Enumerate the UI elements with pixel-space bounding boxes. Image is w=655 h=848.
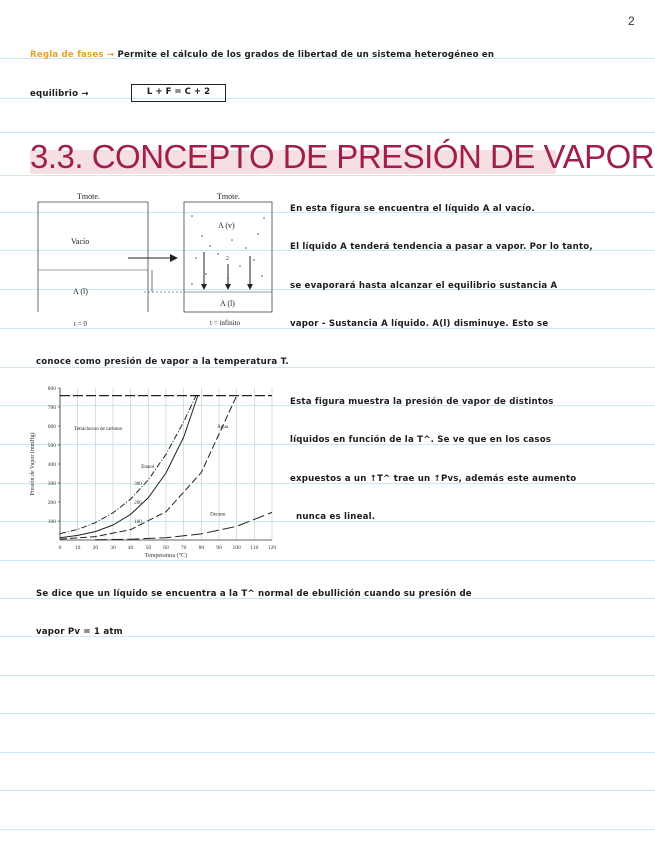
- x-tick-label: 30: [110, 545, 116, 551]
- rule-line: [0, 752, 655, 753]
- inner-axis-label: 300: [134, 482, 142, 487]
- paragraph1-line-4: vapor - Sustancia A líquido. A(l) disminuye. Esto se: [290, 319, 549, 329]
- y-tick-label: 500: [47, 443, 56, 449]
- x-tick-label: 10: [74, 545, 81, 551]
- rule-line: [0, 367, 655, 368]
- fig1-liquid-right: A (l): [220, 299, 235, 308]
- x-tick-label: 20: [92, 545, 99, 551]
- chart-labels: [29, 386, 276, 559]
- phase-rule-text-2: equilibrio: [30, 89, 79, 99]
- phase-rule-line: [30, 50, 494, 60]
- fig1-label-left: Tmote.: [77, 192, 100, 201]
- x-tick-label: 0: [58, 545, 62, 551]
- phase-rule-label: Regla de fases: [30, 50, 104, 60]
- vapor-pressure-chart: [28, 380, 280, 560]
- paragraph2-line-1: Esta figura muestra la presión de vapor de distintos: [290, 397, 554, 407]
- x-tick-label: 100: [232, 545, 241, 551]
- x-tick-label: 40: [127, 545, 134, 551]
- paragraph1-line-1: En esta figura se encuentra el líquido A al vacío.: [290, 204, 535, 214]
- x-tick-label: 50: [145, 545, 152, 551]
- x-tick-label: 80: [198, 545, 205, 551]
- y-tick-label: 200: [47, 500, 56, 506]
- paragraph1-line-5: conoce como presión de vapor a la temperatura T.: [36, 357, 289, 367]
- fig1-label-right: Tmote.: [217, 192, 240, 201]
- arrow-icon: →: [81, 89, 89, 99]
- y-axis-title: Presión de Vapor (mmHg): [30, 432, 36, 496]
- rule-line: [0, 132, 655, 133]
- fig1-vacio: Vacío: [71, 237, 90, 246]
- series-line: [60, 396, 196, 534]
- phase-rule-line-2: [30, 89, 89, 99]
- section-title: 3.3. CONCEPTO DE PRESIÓN DE VAPOR: [30, 138, 655, 175]
- inner-axis-label: 100: [134, 520, 142, 525]
- series-name-label: Tetracloruro de carbono: [74, 426, 123, 432]
- series-name-label: Etanol: [141, 464, 155, 470]
- rule-line: [0, 675, 655, 676]
- series-name-label: Decano: [210, 512, 226, 518]
- chart-axes: [58, 388, 272, 540]
- x-tick-label: 70: [180, 545, 187, 551]
- page-number: 2: [628, 14, 635, 28]
- rule-line: [0, 790, 655, 791]
- fig1-small-label: 2: [226, 256, 229, 262]
- fig1-t0: t = 0: [74, 320, 87, 328]
- paragraph1-line-2: El líquido A tenderá tendencia a pasar a vapor. Por lo tanto,: [290, 242, 593, 252]
- paragraph2-line-4: nunca es lineal.: [296, 512, 376, 522]
- series-name-label: Agua: [217, 424, 229, 430]
- rule-line: [0, 560, 655, 561]
- rule-line: [0, 713, 655, 714]
- evaporation-figure: [32, 188, 282, 328]
- y-tick-label: 100: [47, 519, 56, 525]
- fig1-tinf: t = infinito: [210, 319, 241, 327]
- chart-grid: [60, 388, 272, 540]
- paragraph2-line-3: expuestos a un ↑T^ trae un ↑Pvs, además este aumento: [290, 474, 577, 484]
- paragraph3-line-2: vapor Pv = 1 atm: [36, 627, 123, 637]
- paragraph1-line-3: se evaporará hasta alcanzar el equilibrio sustancia A: [290, 281, 558, 291]
- series-line: [60, 396, 198, 538]
- arrow-icon: →: [106, 50, 115, 60]
- x-tick-label: 110: [250, 545, 259, 551]
- x-tick-label: 90: [216, 545, 222, 551]
- x-tick-label: 60: [163, 545, 169, 551]
- phase-rule-equation: L + F = C + 2: [131, 84, 226, 102]
- paragraph2-line-2: líquidos en función de la T^. Se ve que en los casos: [290, 435, 552, 445]
- fig1-liquid-left: A (l): [73, 287, 88, 296]
- y-tick-label: 400: [47, 462, 56, 468]
- y-tick-label: 800: [47, 386, 56, 392]
- fig1-vapor: A (v): [218, 221, 235, 230]
- y-tick-label: 300: [47, 481, 56, 487]
- y-tick-label: 700: [47, 405, 56, 411]
- rule-line: [0, 829, 655, 830]
- y-tick-label: 600: [47, 424, 56, 430]
- paragraph3-line-1: Se dice que un líquido se encuentra a la T^ normal de ebullición cuando su presión de: [36, 589, 472, 599]
- inner-axis-label: 200: [134, 501, 142, 506]
- x-axis-title: Temperatura (°C): [144, 553, 188, 559]
- x-tick-label: 120: [267, 545, 277, 551]
- rule-line: [0, 98, 655, 99]
- phase-rule-text: Permite el cálculo de los grados de libertad de un sistema heterogéneo en: [117, 50, 495, 60]
